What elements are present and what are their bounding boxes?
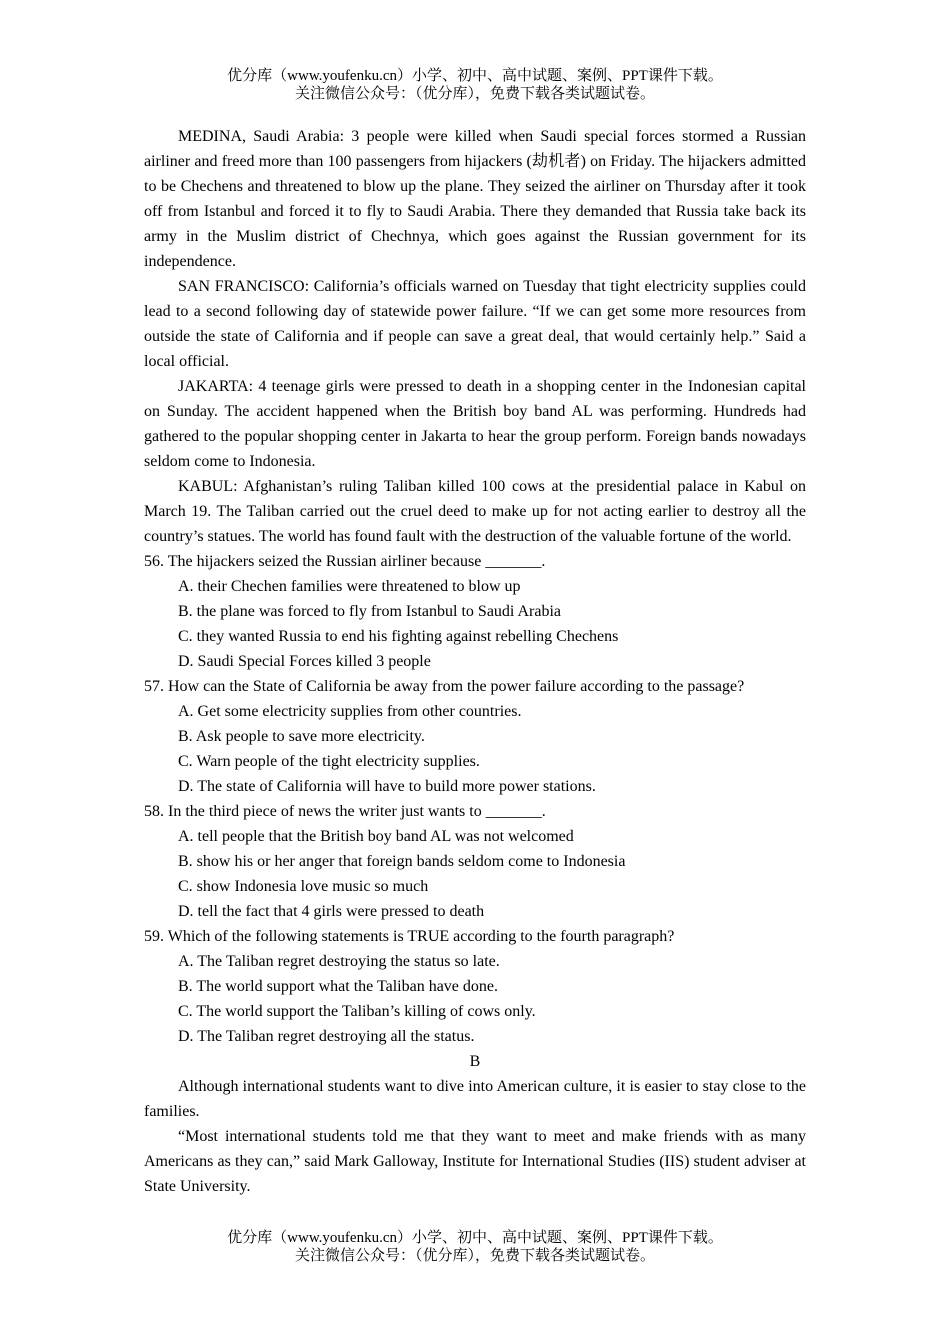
passage-a-paragraph-2: SAN FRANCISCO: California’s officials warned on Tuesday that tight electricity supplies could lead to a second following day of statewide power failure. “If we can get some more resources from outside the state of California and if people can save a great deal, that would certainly help.” Said a local official. xyxy=(144,278,806,370)
footer-line-1: 优分库（www.youfenku.cn）小学、初中、高中试题、案例、PPT课件下载。 xyxy=(227,1230,723,1246)
header-line-2: 关注微信公众号：（优分库），免费下载各类试题试卷。 xyxy=(294,86,655,102)
passage-b-paragraph-1: Although international students want to dive into American culture, it is easier to stay close to the families. xyxy=(144,1078,806,1120)
header-line-1: 优分库（www.youfenku.cn）小学、初中、高中试题、案例、PPT课件下载。 xyxy=(227,68,723,84)
passage-b-paragraph-2: “Most international students told me that they want to meet and make friends with as many Americans as they can,” said Mark Galloway, Institute for International Studies (IIS) student adviser at State University. xyxy=(144,1128,806,1195)
question-stem: 59. Which of the following statements is TRUE according to the fourth paragraph? xyxy=(144,928,675,945)
question-option: C. they wanted Russia to end his fighting against rebelling Chechens xyxy=(178,628,619,645)
question-59 xyxy=(144,924,806,1049)
question-option: A. The Taliban regret destroying the status so late. xyxy=(178,953,500,970)
question-58 xyxy=(144,799,806,924)
passage-a-paragraph-1: MEDINA, Saudi Arabia: 3 people were killed when Saudi special forces stormed a Russian airliner and freed more than 100 passengers from hijackers (劫机者) on Friday. The hijackers admitted to be Chechens and threatened to blow up the plane. They seized the airliner on Thursday after it took off from Istanbul and forced it to fly to Saudi Arabia. There they demanded that Russia take back its army in the Muslim district of Chechnya, which goes against the Russian government for its independence. xyxy=(144,128,806,270)
question-option: A. tell people that the British boy band AL was not welcomed xyxy=(178,828,574,845)
question-option: C. show Indonesia love music so much xyxy=(178,878,429,895)
question-option: D. Saudi Special Forces killed 3 people xyxy=(178,653,431,670)
footer-line-2: 关注微信公众号：（优分库），免费下载各类试题试卷。 xyxy=(294,1248,655,1264)
question-option: D. The state of California will have to build more power stations. xyxy=(178,778,596,795)
document-body xyxy=(144,124,806,1199)
passage-a-paragraph-3: JAKARTA: 4 teenage girls were pressed to death in a shopping center in the Indonesian capital on Sunday. The accident happened when the British boy band AL was performing. Hundreds had gathered to the popular shopping center in Jakarta to hear the group perform. Foreign bands nowadays seldom come to Indonesia. xyxy=(144,378,806,470)
question-stem: 58. In the third piece of news the writer just wants to _______. xyxy=(144,803,546,820)
question-option: B. Ask people to save more electricity. xyxy=(178,728,425,745)
section-b-heading: B xyxy=(469,1053,481,1070)
question-56 xyxy=(144,549,806,674)
passage-a-paragraph-4: KABUL: Afghanistan’s ruling Taliban killed 100 cows at the presidential palace in Kabul on March 19. The Taliban carried out the cruel deed to make up for not acting earlier to destroy all the country’s statues. The world has found fault with the destruction of the valuable fortune of the world. xyxy=(144,478,806,545)
question-option: D. The Taliban regret destroying all the status. xyxy=(178,1028,475,1045)
question-stem: 56. The hijackers seized the Russian airliner because _______. xyxy=(144,553,546,570)
question-option: C. Warn people of the tight electricity supplies. xyxy=(178,753,480,770)
question-option: D. tell the fact that 4 girls were pressed to death xyxy=(178,903,485,920)
question-stem: 57. How can the State of California be away from the power failure according to the passage? xyxy=(144,678,745,695)
question-option: B. show his or her anger that foreign bands seldom come to Indonesia xyxy=(178,853,626,870)
question-option: B. The world support what the Taliban have done. xyxy=(178,978,498,995)
page-footer xyxy=(0,1229,950,1265)
question-57 xyxy=(144,674,806,799)
question-option: C. The world support the Taliban’s killing of cows only. xyxy=(178,1003,536,1020)
question-option: A. Get some electricity supplies from other countries. xyxy=(178,703,522,720)
page-header xyxy=(0,67,950,103)
question-option: A. their Chechen families were threatened to blow up xyxy=(178,578,521,595)
question-option: B. the plane was forced to fly from Istanbul to Saudi Arabia xyxy=(178,603,562,620)
